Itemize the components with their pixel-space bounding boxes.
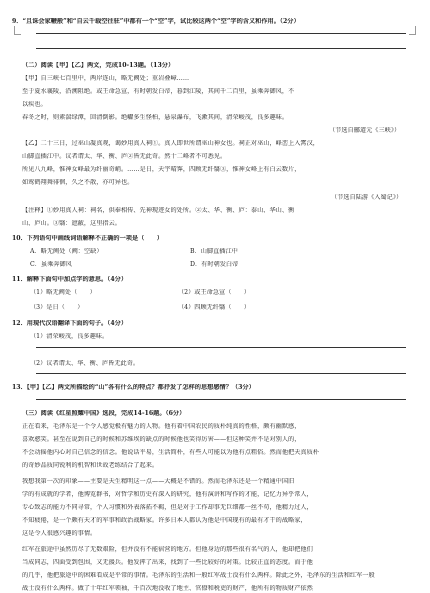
text-line: 如鸾鹤翔舞徘徊，久之不散，亦可异也。	[22, 179, 134, 186]
text-line: （三）阅读《红星照耀中国》选段，完成14-16题。（6分）	[22, 410, 186, 417]
page-corner-mark-left	[14, 26, 21, 35]
text-line: 这是令人很感兴趣的事情。	[22, 530, 97, 537]
text-line: D．有时朝发白帝	[190, 261, 239, 268]
text-line: 【甲】自三峡七百里中，两岸连山，略无阙处；重岩叠嶂……	[22, 75, 190, 82]
text-line: 不知疲倦，是一个颇有天才的军事和政治战略家。许多日本人都认为他是中国现有的最有才干的战略家，	[22, 517, 307, 524]
text-line: （节选自陆游《入蜀记》）	[331, 194, 403, 201]
text-line: 不会动摇他内心对自己信念的信念。他说话平易，生活简朴，有些人可能以为他有点粗俗。然而他把天真质朴	[22, 449, 319, 456]
page-corner-mark-right	[409, 26, 416, 35]
text-line: 山、庐山。③翳：遮蔽，这里指云。	[22, 220, 121, 227]
answer-line	[36, 347, 406, 348]
text-line: 13．【甲】【乙】两文所描绘的“山”各有什么的特点？都抒发了怎样的思想感情？（3分）	[12, 384, 255, 391]
text-line: 【乙】二十三日，过巫山凝真观，谒妙用真人祠①。真人即世所谓巫山神女也。祠正对巫山，峰峦上入霄汉，	[22, 140, 319, 147]
text-line: （3）是日（ ）	[30, 304, 84, 311]
text-line: 红军在旅途中虽然历尽了无数艰险，但并没有不能宿营的地方。但他身边的那些很有名气的人，他却把他们	[22, 546, 313, 553]
text-line: 的奇妙品质同锐利的机智和世故老练结合了起来。	[22, 462, 159, 469]
text-line: （2）或王命急宣（ ）	[178, 289, 250, 296]
text-line: 12．用现代汉语翻译下面的句子。（4分）	[12, 320, 128, 327]
text-line: 春冬之时，则素湍绿潭，回清倒影。绝巘多生怪柏，悬泉瀑布，飞漱其间，清荣峻茂，良多趣味。	[22, 114, 289, 121]
text-line: 10．下列语句中画线词语解释不正确的一项是（ ）	[12, 235, 163, 242]
answer-line	[36, 373, 406, 374]
text-line: 至于夏水襄陵，沿溯阻绝。或王命急宣，有时朝发白帝，暮到江陵，其间千二百里，虽乘奔御风，不	[22, 88, 295, 95]
text-line: C．虽乘奔御风	[30, 261, 72, 268]
text-line: （节选自郦道元《三峡》）	[329, 127, 401, 134]
text-line: （1）略无阙处（ ）	[30, 289, 96, 296]
text-line: 战士没有什么两样。做了十年红军领袖，千百次地没收了地主、官僚和税吏的财产，他所有的物质财产依然	[22, 585, 313, 592]
text-line: 我想我第一次的印象——主要是天生精明这一点——大概是不错的。然而毛泽东还是一个精通中国旧	[22, 478, 295, 485]
answer-line	[36, 399, 406, 400]
text-line: A．略无阙处（阙：空缺）	[30, 248, 103, 255]
text-line: 11．解释下面句中加点字的意思。（4分）	[12, 276, 128, 283]
text-line: 山脚直插江中。议者谓太、华、衡、庐②皆无此奇。然十二峰者不可悉见。	[22, 153, 227, 160]
text-line: 以疾也。	[22, 101, 47, 108]
text-line: 当成同志，四面受到包围，又无援兵。他发挥了出来，找到了一些比较好的对策。比较正直的态度。而于他	[22, 559, 313, 566]
text-line: （1）清荣峻茂，良多趣味。	[30, 333, 109, 340]
text-line: （4）四顾无纤翳（ ）	[178, 304, 250, 311]
text-line: B．山脚直插江中	[190, 248, 238, 255]
text-line: 的几乎，他把旅途中的困难看成是平常的事情。毛泽东的生活和一般红军战士没有什么两样。除此之外，毛泽东的生活和红军一般	[22, 572, 375, 579]
text-line: （2）议者谓太、华、衡、庐皆无此奇。	[30, 360, 140, 367]
text-line: 9．“且诛会家鞭般”和“自云千载空往驻”中都有一个“空”字，试比较这两个“空”字的含义和作用。（2分）	[12, 18, 300, 25]
text-line: 专心致志的能力不同寻常，个人习惯和外表落拓不羁，但是对于工作却事无巨细都一丝不苟，他精力过人，	[22, 504, 313, 511]
answer-line	[36, 48, 406, 49]
text-line: 正在看来，毛泽东是一个令人感觉极有魅力的人物。他有着中国农民的质朴纯真的性格，颇有幽默感，	[22, 423, 301, 430]
answer-line	[36, 33, 406, 34]
text-line: （二）阅读【甲】【乙】两文，完成10-13题。（13分）	[22, 62, 175, 69]
text-line: 【注释】①妙用真人祠：祠名，供奉相传、先神现迹女的处所。②太、华、衡、庐：泰山、华山、衡	[22, 207, 295, 214]
text-line: 学的有成就的学者，他博览群书，对哲学和历史有深入的研究，他有演讲和写作的才能，记忆力异乎常人，	[22, 491, 313, 498]
text-line: 所见八九峰，惟神女峰最为纤丽奇峭。……是日，天宇晴霁，四顾无纤翳③，惟神女峰上有白云数片，	[22, 166, 301, 173]
text-line: 喜欢憨笑。甚至在说到自己的时候和苏维埃的缺点的时候他也笑得厉害——但这种笑并不是对别人的，	[22, 436, 301, 443]
